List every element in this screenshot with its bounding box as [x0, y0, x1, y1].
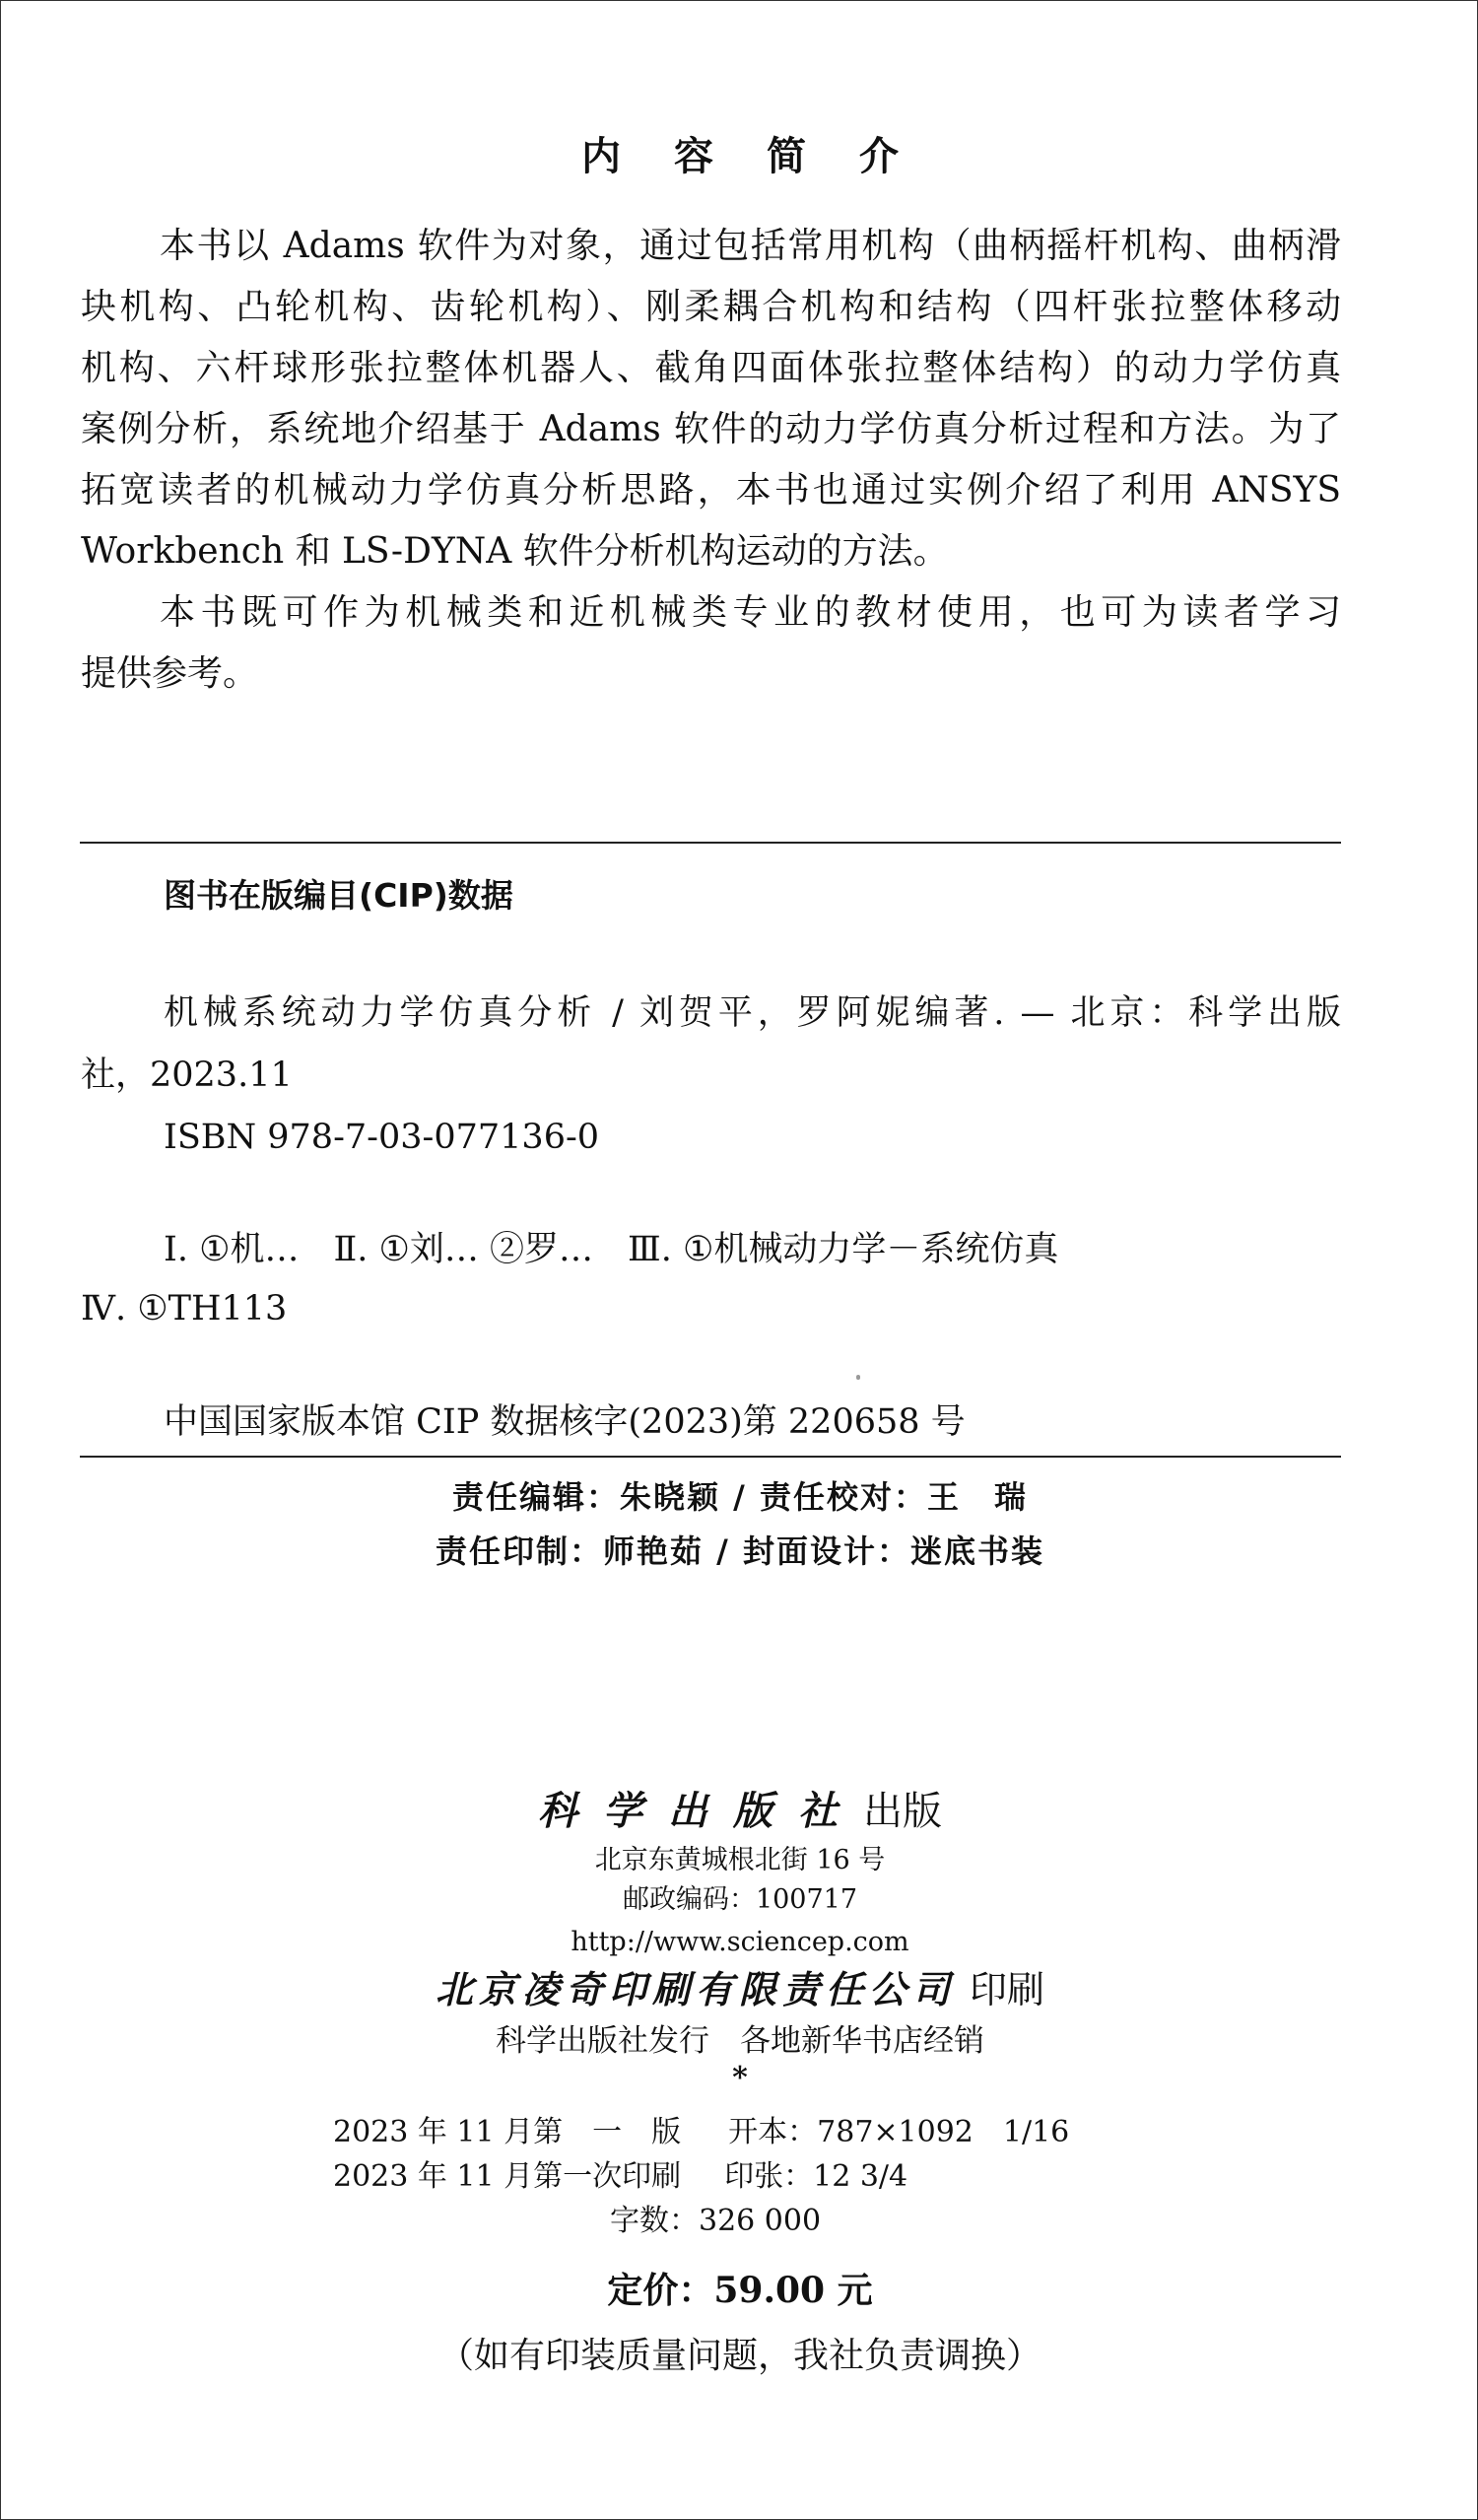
intro-body [81, 216, 1341, 705]
quality-notice: （如有印装质量问题，我社负责调换） [437, 2336, 1041, 2376]
intro-line: 机构、六杆球形张拉整体机器人、截角四面体张拉整体结构）的动力学仿真 [81, 348, 1341, 388]
publisher-suffix: 出版 [863, 1789, 942, 1834]
cip-record-line2: 社，2023.11 [81, 1056, 293, 1095]
editors-line2: 责任印制：师艳茹 / 封面设计：迷底书装 [436, 1532, 1044, 1570]
publisher-website: http://www.sciencep.com [571, 1927, 909, 1957]
speck [856, 1375, 860, 1380]
printer-suffix: 印刷 [970, 1968, 1045, 2011]
cip-subjects-line2: Ⅳ. ①TH113 [81, 1289, 288, 1328]
intro-line: Workbench 和 LS-DYNA 软件分析机构运动的方法。 [81, 531, 949, 572]
edition-date: 2023 年 11 月第 一 版 [333, 2115, 682, 2149]
separator-asterisk: * [732, 2061, 748, 2095]
publisher-postcode: 邮政编码：100717 [622, 1884, 858, 1915]
cip-isbn: ISBN 978-7-03-077136-0 [164, 1118, 600, 1157]
word-count: 字数：326 000 [610, 2204, 822, 2238]
printed-sheets: 印张：12 3/4 [724, 2159, 908, 2194]
printing-date: 2023 年 11 月第一次印刷 [333, 2159, 682, 2194]
publisher-line [1, 1785, 1478, 1846]
publisher-address: 北京东黄城根北街 16 号 [594, 1845, 886, 1875]
intro-line: 拓宽读者的机械动力学仿真分析思路，本书也通过实例介绍了利用 ANSYS [81, 470, 1341, 511]
intro-line: 案例分析，系统地介绍基于 Adams 软件的动力学仿真分析过程和方法。为了 [81, 409, 1341, 449]
publisher-logo-text: 科学出版社 [538, 1788, 863, 1834]
page-title: 内容简介 [581, 134, 952, 179]
price: 定价：59.00 元 [607, 2270, 873, 2311]
cip-approval-number: 中国国家版本馆 CIP 数据核字(2023)第 220658 号 [164, 1402, 966, 1442]
intro-line: 本书以 Adams 软件为对象，通过包括常用机构（曲柄摇杆机构、曲柄滑 [160, 226, 1341, 266]
printer-line [1, 1965, 1478, 2022]
intro-line: 块机构、凸轮机构、齿轮机构）、刚柔耦合机构和结构（四杆张拉整体移动 [81, 287, 1341, 327]
intro-line: 提供参考。 [81, 653, 259, 694]
distribution-line: 科学出版社发行 各地新华书店经销 [496, 2023, 984, 2059]
edition-line [333, 2111, 1069, 2154]
cip-subjects-line1: Ⅰ. ①机… Ⅱ. ①刘… ②罗… Ⅲ. ①机械动力学－系统仿真 [164, 1230, 1059, 1269]
intro-line: 本书既可作为机械类和近机械类专业的教材使用，也可为读者学习 [160, 592, 1341, 633]
divider-bottom [80, 1456, 1341, 1458]
printer-name: 北京凌奇印刷有限责任公司 [435, 1967, 956, 2011]
editors-line1: 责任编辑：朱晓颖 / 责任校对：王 瑞 [452, 1478, 1028, 1516]
divider-top [80, 842, 1341, 844]
cip-heading: 图书在版编目(CIP)数据 [164, 876, 513, 915]
format-size: 开本：787×1092 1/16 [728, 2115, 1070, 2149]
printing-line [333, 2155, 907, 2199]
cip-record-line1: 机械系统动力学仿真分析 / 刘贺平，罗阿妮编著. — 北京：科学出版 [164, 993, 1341, 1033]
